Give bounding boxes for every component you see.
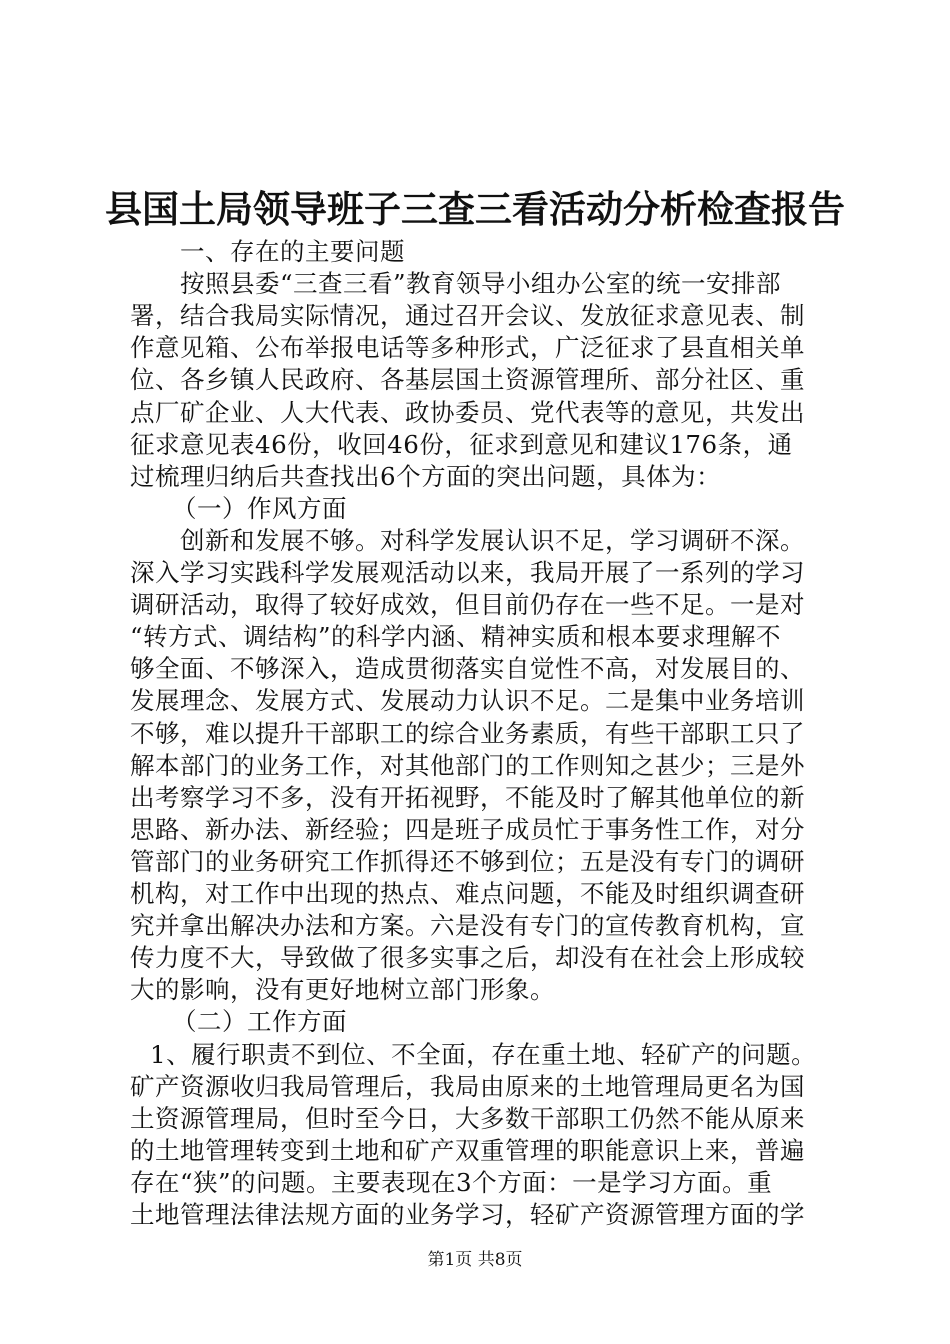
text-line: 解本部门的业务工作，对其他部门的工作则知之甚少；三是外: [130, 750, 805, 780]
text-line: 一、存在的主要问题: [180, 237, 405, 266]
text-line: 土资源管理局，但时至今日，大多数干部职工仍然不能从原来: [130, 1103, 805, 1133]
text-line: 点厂矿企业、人大代表、政协委员、党代表等的意见，共发出: [130, 397, 805, 427]
text-line: 思路、新办法、新经验；四是班子成员忙于事务性工作，对分: [130, 814, 805, 844]
text-line: 作意见箱、公布举报电话等多种形式，广泛征求了县直相关单: [130, 333, 805, 363]
text-line: 征求意见表46份，收回46份，征求到意见和建议176条，通: [130, 429, 793, 459]
text-line: 传力度不大，导致做了很多实事之后，却没有在社会上形成较: [130, 943, 805, 973]
text-line: 土地管理法律法规方面的业务学习，轻矿产资源管理方面的学: [130, 1200, 805, 1229]
text-line: 过梳理归纳后共查找出6个方面的突出问题，具体为：: [130, 461, 722, 491]
text-line: 出考察学习不多，没有开拓视野，不能及时了解其他单位的新: [130, 782, 805, 812]
page-footer: 第1页 共8页: [427, 1250, 523, 1270]
text-line: （一）作风方面: [172, 493, 347, 523]
text-line: “转方式、调结构”的科学内涵、精神实质和根本要求理解不: [130, 622, 782, 652]
text-line: 署，结合我局实际情况，通过召开会议、发放征求意见表、制: [130, 301, 805, 331]
text-line: 机构，对工作中出现的热点、难点问题，不能及时组织调查研: [130, 879, 805, 908]
text-line: 调研活动，取得了较好成效，但目前仍存在一些不足。一是对: [130, 590, 805, 620]
text-line: 深入学习实践科学发展观活动以来，我局开展了一系列的学习: [130, 558, 805, 587]
text-line: 够全面、不够深入，造成贯彻落实自觉性不高，对发展目的、: [130, 654, 805, 684]
text-line: 究并拿出解决办法和方案。六是没有专门的宣传教育机构，宣: [130, 911, 805, 941]
text-line: 矿产资源收归我局管理后，我局由原来的土地管理局更名为国: [130, 1071, 805, 1101]
text-line: 存在“狭”的问题。主要表现在3个方面：一是学习方面。重: [130, 1167, 773, 1197]
text-line: 创新和发展不够。对科学发展认识不足，学习调研不深。: [180, 525, 805, 555]
text-line: 位、各乡镇人民政府、各基层国土资源管理所、部分社区、重: [130, 365, 805, 395]
text-line: 大的影响，没有更好地树立部门形象。: [130, 975, 555, 1005]
text-line: 不够，难以提升干部职工的综合业务素质，有些干部职工只了: [130, 718, 805, 748]
text-line: 1、履行职责不到位、不全面，存在重土地、轻矿产的问题。: [150, 1039, 817, 1069]
text-line: 发展理念、发展方式、发展动力认识不足。二是集中业务培训: [130, 686, 805, 716]
text-line: 按照县委“三查三看”教育领导小组办公室的统一安排部: [180, 269, 782, 299]
text-line: 的土地管理转变到土地和矿产双重管理的职能意识上来，普遍: [130, 1135, 805, 1165]
text-line: 管部门的业务研究工作抓得还不够到位；五是没有专门的调研: [130, 846, 805, 876]
document-title: 县国土局领导班子三查三看活动分析检查报告: [105, 187, 845, 231]
text-line: （二）工作方面: [172, 1007, 347, 1037]
